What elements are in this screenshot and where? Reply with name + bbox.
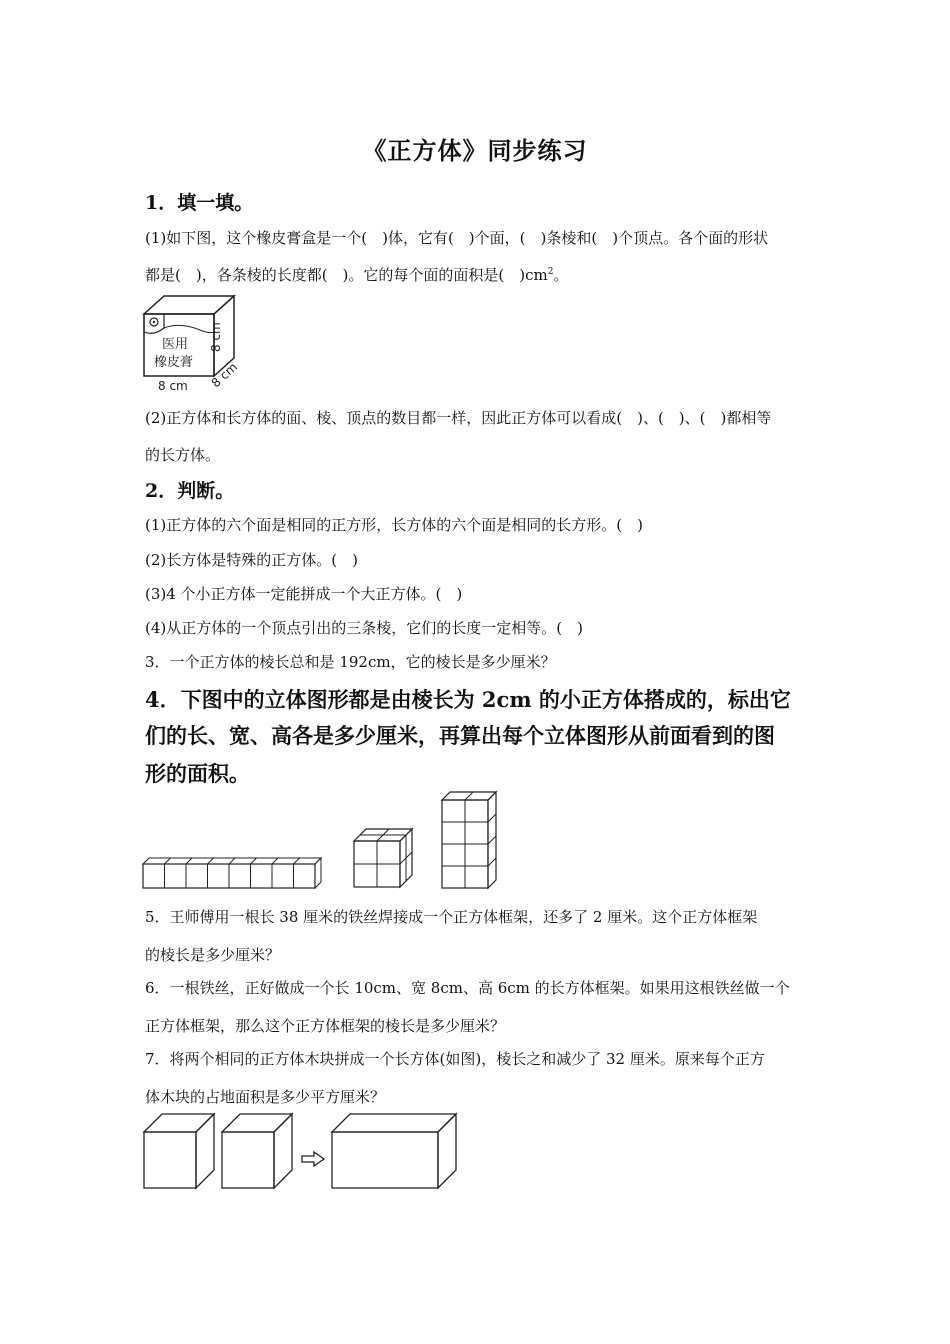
- q2-line-1: (2)正方体和长方体的面、棱、顶点的数目都一样，因此正方体可以看成( )、( )、( )都相等: [145, 409, 772, 427]
- q5-line-1: 5．王师傅用一根长 38 厘米的铁丝焊接成一个正方体框架，还多了 2 厘米。这个正方体框架: [145, 908, 758, 926]
- q2-line-2: 的长方体。: [145, 446, 221, 464]
- q1-line-2-end: 。: [553, 266, 569, 284]
- cubes-to-cuboid-figure: [142, 1112, 458, 1192]
- dim-depth-label: 8 cm: [208, 359, 241, 391]
- question-3: 3．一个正方体的棱长总和是 192cm，它的棱长是多少厘米？: [145, 653, 556, 671]
- q1-line-1: (1)如下图，这个橡皮膏盒是一个( )体，它有( )个面，( )条棱和( )个顶点。各个面的形状: [145, 229, 769, 247]
- q1-line-2: [145, 264, 569, 285]
- q6-line-2: 正方体框架，那么这个正方体框架的棱长是多少厘米？: [145, 1017, 506, 1035]
- q4-line-1: 4．下图中的立体图形都是由棱长为 2cm 的小正方体搭成的，标出它: [145, 687, 791, 712]
- q4-line-2: 们的长、宽、高各是多少厘米，再算出每个立体图形从前面看到的图: [145, 723, 775, 748]
- dim-right-label: 8 cm: [209, 322, 223, 352]
- cube-2x2x2-figure: [354, 829, 414, 889]
- section-1-heading: 1．填一填。: [145, 192, 254, 214]
- superscript-2: 2: [547, 267, 554, 277]
- cube-row-figure: [143, 858, 323, 890]
- judge-item-2: (2)长方体是特殊的正方体。( ): [145, 551, 358, 569]
- judge-item-4: (4)从正方体的一个顶点引出的三条棱，它们的长度一定相等。( ): [145, 619, 583, 637]
- q5-line-2: 的棱长是多少厘米？: [145, 946, 281, 964]
- judge-item-3: (3)4 个小正方体一定能拼成一个大正方体。( ): [145, 585, 463, 603]
- q1-line-2-text: 都是( )，各条棱的长度都( )。它的每个面的面积是( )cm: [145, 266, 548, 284]
- box-label-2: 橡皮膏: [154, 355, 194, 370]
- q7-line-2: 体木块的占地面积是多少平方厘米？: [145, 1088, 386, 1106]
- plaster-box-figure: [140, 292, 250, 394]
- q7-line-1: 7．将两个相同的正方体木块拼成一个长方体(如图)，棱长之和减少了 32 厘米。原来每个正方: [145, 1050, 765, 1068]
- cube-tower-figure: [442, 792, 498, 890]
- judge-item-1: (1)正方体的六个面是相同的正方形，长方体的六个面是相同的长方形。( ): [145, 516, 643, 534]
- page-title: 《正方体》同步练习: [362, 136, 588, 165]
- dim-bottom-label: 8 cm: [158, 379, 188, 393]
- box-label-1: 医用: [162, 337, 189, 352]
- q6-line-1: 6．一根铁丝，正好做成一个长 10cm、宽 8cm、高 6cm 的长方体框架。如果用这根铁丝做一个: [145, 979, 790, 997]
- q4-line-3: 形的面积。: [145, 761, 250, 786]
- section-2-heading: 2．判断。: [145, 480, 235, 502]
